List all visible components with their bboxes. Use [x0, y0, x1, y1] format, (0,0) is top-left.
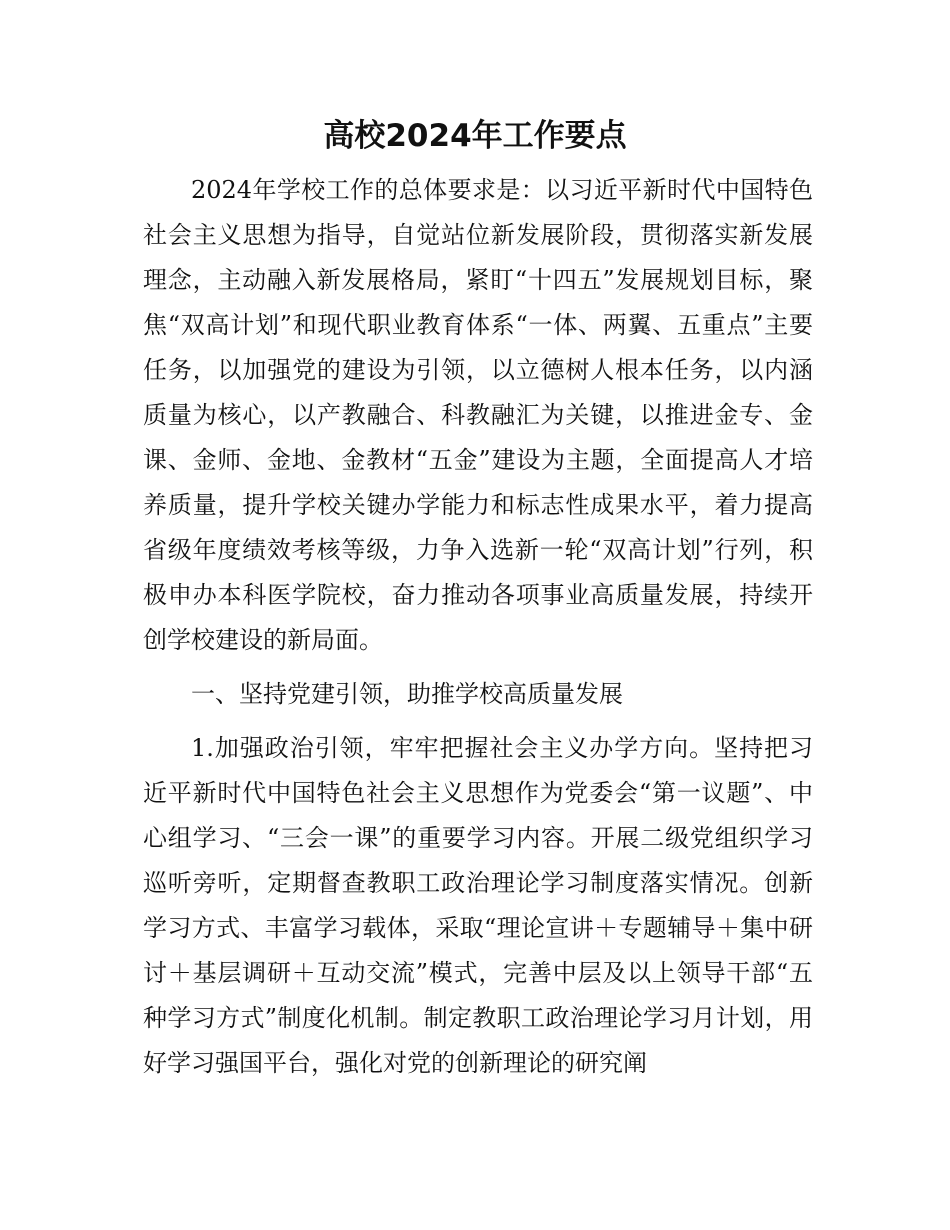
- document-body: [143, 168, 813, 1086]
- section-heading: 一、坚持党建引领，助推学校高质量发展: [191, 680, 623, 708]
- intro-paragraph: 2024年学校工作的总体要求是：以习近平新时代中国特色社会主义思想为指导，自觉站位新发展阶段，贯彻落实新发展理念，主动融入新发展格局，紧盯“十四五”发展规划目标，聚焦“双高计划”和现代职业教育体系“一体、两翼、五重点”主要任务，以加强党的建设为引领，以立德树人根本任务，以内涵质量为核心，以产教融合、科教融汇为关键，以推进金专、金课、金师、金地、金教材“五金”建设为主题，全面提高人才培养质量，提升学校关键办学能力和标志性成果水平，着力提高省级年度绩效考核等级，力争入选新一轮“双高计划”行列，积极申办本科医学院校，奋力推动各项事业高质量发展，持续开创学校建设的新局面。: [143, 176, 813, 654]
- document-title: 高校2024年工作要点: [323, 118, 627, 154]
- section-paragraph: 1.加强政治引领，牢牢把握社会主义办学方向。坚持把习近平新时代中国特色社会主义思想作为党委会“第一议题”、中心组学习、“三会一课”的重要学习内容。开展二级党组织学习巡听旁听，定期督查教职工政治理论学习制度落实情况。创新学习方式、丰富学习载体，采取“理论宣讲＋专题辅导＋集中研讨＋基层调研＋互动交流”模式，完善中层及以上领导干部“五种学习方式”制度化机制。制定教职工政治理论学习月计划，用好学习强国平台，强化对党的创新理论的研究阐: [143, 734, 813, 1077]
